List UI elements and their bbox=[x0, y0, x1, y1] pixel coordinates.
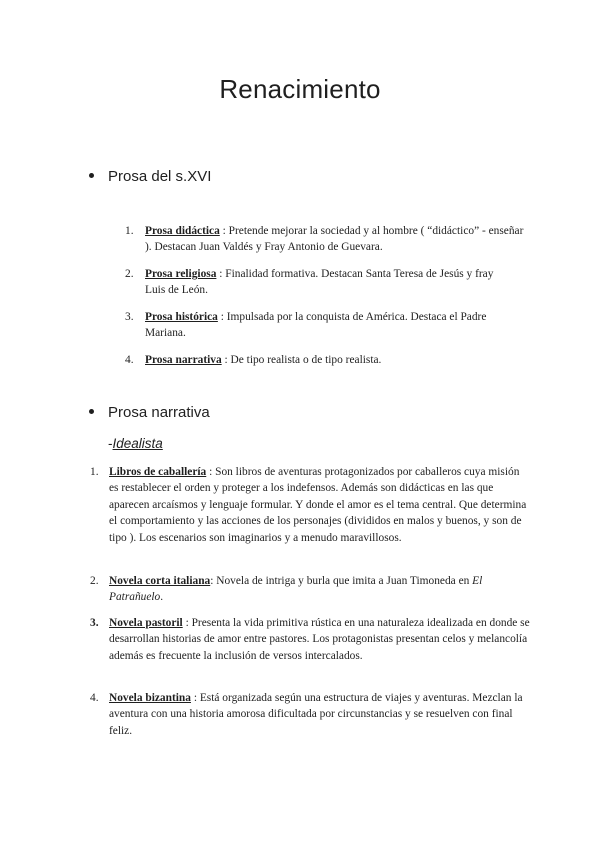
list-item-body bbox=[109, 615, 530, 664]
term: Novela pastoril bbox=[109, 617, 183, 629]
subheading-text: Idealista bbox=[112, 436, 163, 451]
page-title: Renacimiento bbox=[219, 74, 381, 104]
list-item-body bbox=[145, 309, 530, 342]
description: : Finalidad formativa. Destacan Santa Teresa de Jesús y fray Luis de León. bbox=[145, 268, 494, 297]
list-number: 1. bbox=[90, 466, 99, 478]
description: : De tipo realista o de tipo realista. bbox=[221, 354, 382, 366]
term: Novela bizantina bbox=[109, 692, 191, 704]
description: : Está organizada según una estructura de viajes y aventuras. Mezclan la aventura con una historia amorosa dificultada por circunstancias y se resuelven con final feliz. bbox=[109, 692, 523, 737]
term: Novela corta italiana bbox=[109, 575, 211, 587]
list-number: 4. bbox=[125, 354, 134, 366]
section-heading-text: Prosa del s.XVI bbox=[108, 168, 212, 185]
bullet-icon bbox=[89, 409, 94, 414]
description: : Impulsada por la conquista de América. Destaca el Padre Mariana. bbox=[145, 311, 487, 340]
list-item-body bbox=[145, 266, 510, 299]
term: Prosa narrativa bbox=[145, 354, 222, 366]
bullet-icon bbox=[89, 173, 94, 178]
list-item-body bbox=[145, 223, 525, 256]
list-number: 2. bbox=[125, 268, 134, 280]
list-item-body bbox=[109, 464, 530, 546]
description: : Presenta la vida primitiva rústica en una naturaleza idealizada en donde se desarrollan historias de amor entre pastores. Los protagonistas presentan celos y melancolía además es frecuente la inclusión de versos intercalados. bbox=[109, 617, 530, 662]
list-number: 3. bbox=[90, 617, 99, 629]
term: Prosa histórica bbox=[145, 311, 218, 323]
subheading-dash: - bbox=[108, 436, 113, 451]
subheading-idealista bbox=[108, 436, 163, 451]
list-number: 3. bbox=[125, 311, 134, 323]
list-item-body bbox=[109, 573, 530, 606]
description-tail: . bbox=[160, 591, 164, 604]
description: : Pretende mejorar la sociedad y al hombre ( “didáctico” - enseñar ). Destacan Juan Valdés y Fray Antonio de Guevara. bbox=[145, 225, 524, 254]
list-number: 1. bbox=[125, 225, 134, 237]
term: Prosa religiosa bbox=[145, 268, 217, 280]
list-item-body bbox=[109, 690, 530, 739]
description: : Son libros de aventuras protagonizados por caballeros cuya misión es restablecer el orden y proteger a los indefensos. Además son didácticas en las que aparecen arcaísmos y lenguaje formular. Y donde el amor es el tema central. Que determina el comportamiento y las acciones de los personajes (divididos en malos y buenos, y son de tipo ). Los escenarios son imaginarios y a menudo maravillosos. bbox=[109, 466, 527, 544]
description: : Novela de intriga y burla que imita a Juan Timoneda en bbox=[210, 575, 473, 587]
list-item-body bbox=[145, 352, 525, 368]
section-heading-text: Prosa narrativa bbox=[108, 404, 210, 421]
term: Libros de caballería bbox=[109, 466, 207, 478]
term: Prosa didáctica bbox=[145, 225, 220, 237]
work-title: El Patrañuelo bbox=[109, 575, 483, 604]
list-number: 2. bbox=[90, 575, 99, 587]
list-number: 4. bbox=[90, 692, 99, 704]
